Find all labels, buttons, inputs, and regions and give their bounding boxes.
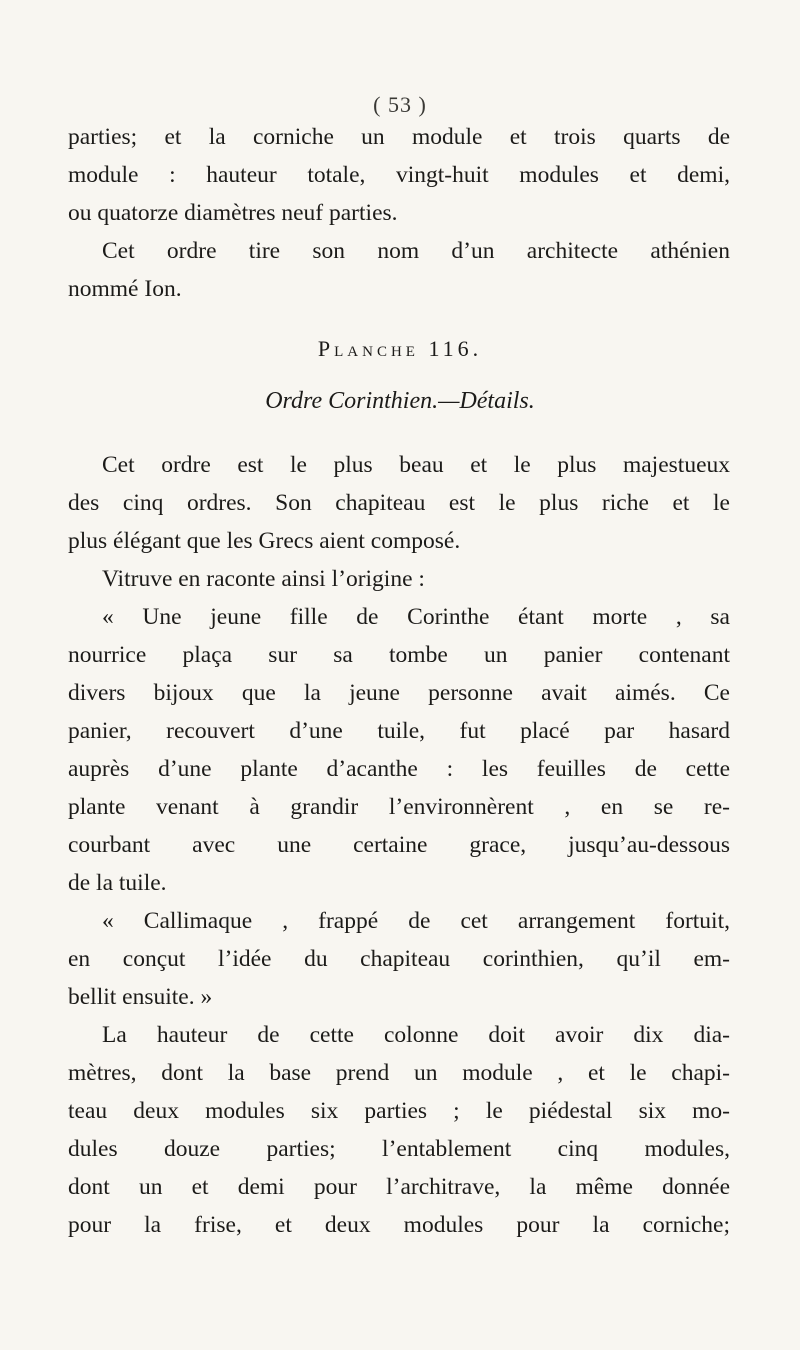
text-line: de la tuile. <box>68 870 167 896</box>
text-line: panier, recouvert d’une tuile, fut placé par hasard <box>68 718 730 744</box>
paragraph <box>68 560 730 598</box>
paragraph <box>68 1016 730 1244</box>
text-line: dont un et demi pour l’architrave, la même donnée <box>68 1174 730 1200</box>
paragraph <box>68 902 730 1016</box>
text-line: plus élégant que les Grecs aient composé. <box>68 528 461 554</box>
text-line: Cet ordre est le plus beau et le plus majestueux <box>102 452 730 478</box>
plate-heading: Planche 116. <box>317 336 483 361</box>
text-block-main <box>68 446 730 1244</box>
text-line: bellit ensuite. » <box>68 984 213 1010</box>
text-line: divers bijoux que la jeune personne avait aimés. Ce <box>68 680 730 706</box>
text-line: nourrice plaça sur sa tombe un panier contenant <box>68 642 730 668</box>
paragraph <box>68 446 730 560</box>
text-line: ou quatorze diamètres neuf parties. <box>68 200 398 226</box>
text-block-top <box>68 118 730 308</box>
text-line: La hauteur de cette colonne doit avoir dix dia- <box>102 1022 730 1048</box>
text-line: parties; et la corniche un module et trois quarts de <box>68 124 730 150</box>
paragraph <box>68 598 730 902</box>
text-line: Cet ordre tire son nom d’un architecte athénien <box>102 238 730 264</box>
paragraph <box>68 232 730 308</box>
text-line: module : hauteur totale, vingt-huit modules et demi, <box>68 162 730 188</box>
text-line: mètres, dont la base prend un module , et le chapi- <box>68 1060 730 1086</box>
text-line: en conçut l’idée du chapiteau corinthien, qu’il em- <box>68 946 730 972</box>
text-line: Vitruve en raconte ainsi l’origine : <box>102 566 425 592</box>
section-subtitle: Ordre Corinthien.—Détails. <box>265 388 535 414</box>
text-line: teau deux modules six parties ; le piédestal six mo- <box>68 1098 730 1124</box>
text-line: courbant avec une certaine grace, jusqu’au-dessous <box>68 832 730 858</box>
text-line: dules douze parties; l’entablement cinq modules, <box>68 1136 730 1162</box>
page-number: ( 53 ) <box>373 92 427 117</box>
text-line: nommé Ion. <box>68 276 182 302</box>
text-line: « Callimaque , frappé de cet arrangement fortuit, <box>102 908 730 934</box>
text-line: pour la frise, et deux modules pour la corniche; <box>68 1212 730 1238</box>
text-line: des cinq ordres. Son chapiteau est le plus riche et le <box>68 490 730 516</box>
paragraph <box>68 118 730 232</box>
text-line: auprès d’une plante d’acanthe : les feuilles de cette <box>68 756 730 782</box>
text-line: « Une jeune fille de Corinthe étant morte , sa <box>102 604 730 630</box>
text-line: plante venant à grandir l’environnèrent , en se re- <box>68 794 730 820</box>
